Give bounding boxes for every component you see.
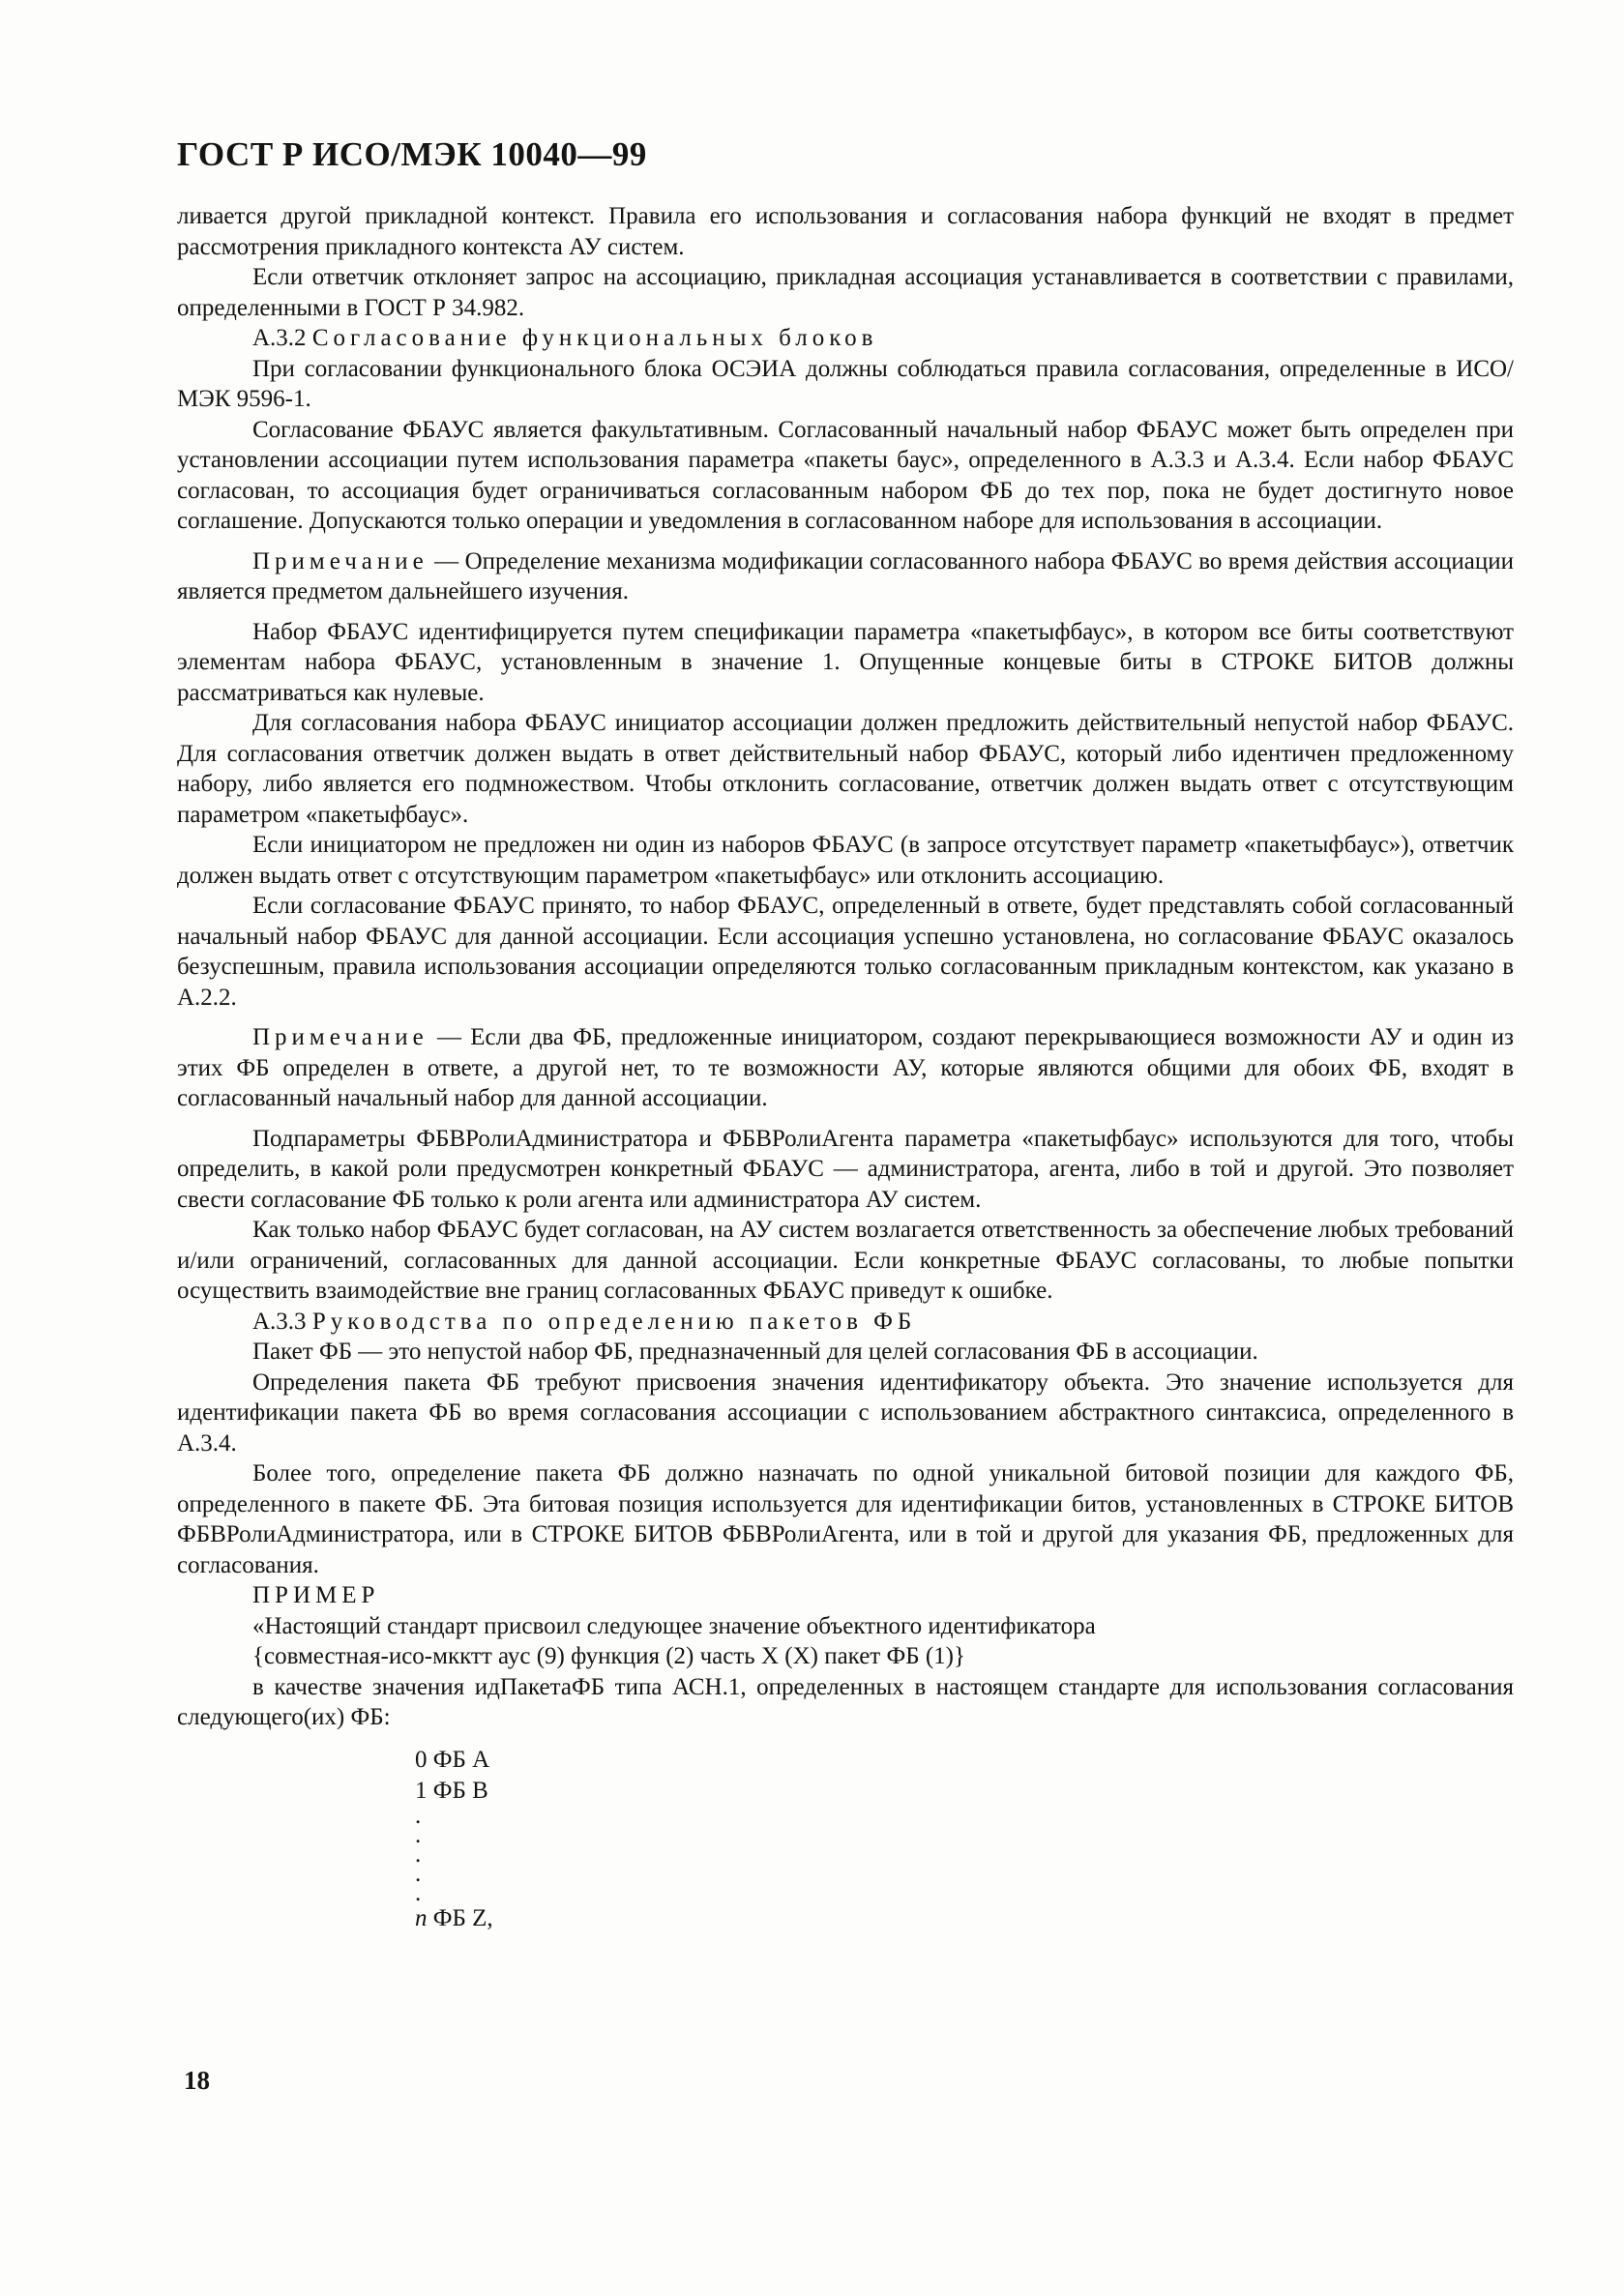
section-number: А.3.3 bbox=[252, 1308, 307, 1335]
list-item-last bbox=[415, 1903, 1514, 1934]
section-title: Руководства по определению пакетов ФБ bbox=[311, 1308, 917, 1335]
paragraph: Если инициатором не предложен ни один из наборов ФБАУС (в запросе отсутствует параметр «пакетыфбаус»), ответчик должен выдать ответ с отсутствующим параметром «пакетыфбаус» или отклонить ассоциацию. bbox=[177, 832, 1514, 889]
note-label: Примечание bbox=[252, 547, 428, 574]
note bbox=[177, 1022, 1514, 1114]
paragraph: Набор ФБАУС идентифицируется путем спецификации параметра «пакетыфбаус», в котором все биты соответствуют элементам набора ФБАУС, установленным в значение 1. Опущенные концевые биты в СТРОКЕ БИТОВ должны рассматриваться как нулевые. bbox=[177, 618, 1514, 706]
section-title: Согласование функциональных блоков bbox=[311, 325, 878, 351]
paragraph: Определения пакета ФБ требуют присвоения значения идентификатору объекта. Это значение используется для идентификации пакета ФБ во время согласования ассоциации с использованием абстрактного синтаксиса, определенного в А.3.4. bbox=[177, 1369, 1514, 1457]
list-ellipsis-dot: . bbox=[415, 1802, 422, 1829]
example-label: ПРИМЕР bbox=[252, 1582, 380, 1608]
note bbox=[177, 546, 1514, 607]
paragraph: Пакет ФБ — это непустой набор ФБ, предназначенный для целей согласования ФБ в ассоциации. bbox=[252, 1339, 1258, 1365]
paragraph: Как только набор ФБАУС будет согласован, на АУ систем возлагается ответственность за обеспечение любых требований и/или ограничений, согласованных для данной ассоциации. Если конкретные ФБАУС согласованы, то любые попытки осуществить взаимодействие вне границ согласованных ФБАУС приведут к ошибке. bbox=[177, 1217, 1514, 1304]
paragraph: Для согласования набора ФБАУС инициатор ассоциации должен предложить действительный непустой набор ФБАУС. Для согласования ответчик должен выдать в ответ действительный набор ФБАУС, который либо идентичен предложенному набору, либо является его подмножеством. Чтобы отклонить согласование, ответчик должен выдать ответ с отсутствующим параметром «пакетыфбаус». bbox=[177, 710, 1514, 828]
paragraph: Более того, определение пакета ФБ должно назначать по одной уникальной битовой позиции для каждого ФБ, определенного в пакете ФБ. Эта битовая позиция используется для идентификации битов, установленных в СТРОКЕ БИТОВ ФБВРолиАдминистратора, или в СТРОКЕ БИТОВ ФБВРолиАгента, или в той и другой для указания ФБ, предложенных для согласования. bbox=[177, 1460, 1514, 1578]
paragraph: При согласовании функционального блока ОСЭИА должны соблюдаться правила согласования, определенные в ИСО/МЭК 9596-1. bbox=[177, 355, 1514, 412]
list-index-n: n bbox=[415, 1904, 428, 1931]
paragraph: Если ответчик отклоняет запрос на ассоциацию, прикладная ассоциация устанавливается в соответствии с правилами, определенными в ГОСТ Р 34.982. bbox=[177, 264, 1514, 321]
page-body bbox=[177, 201, 1514, 1934]
section-heading-a33 bbox=[177, 1307, 1514, 1338]
list-item-text: ФБ Z, bbox=[427, 1904, 493, 1931]
fb-list bbox=[415, 1745, 1514, 1934]
list-ellipsis-dot: . bbox=[415, 1840, 422, 1868]
page-header: ГОСТ Р ИСО/МЭК 10040—99 bbox=[177, 135, 647, 173]
paragraph: Подпараметры ФБВРолиАдминистратора и ФБВРолиАгента параметра «пакетыфбаус» используются для того, чтобы определить, в какой роли предусмотрен конкретный ФБАУС — администратора, агента, либо в той и другой. Это позволяет свести согласование ФБ только к роли агента или администратора АУ систем. bbox=[177, 1125, 1514, 1213]
example-line: в качестве значения идПакетаФБ типа АСН.1, определенных в настоящем стандарте для использования согласования следующего(их) ФБ: bbox=[177, 1673, 1514, 1730]
example-line: «Настоящий стандарт присвоил следующее значение объектного идентификатора bbox=[252, 1612, 1096, 1639]
paragraph: Согласование ФБАУС является факультативным. Согласованный начальный набор ФБАУС может быть определен при установлении ассоциации путем использования параметра «пакеты баус», определенного в А.3.3 и А.3.4. Если набор ФБАУС согласован, то ассоциация будет ограничиваться согласованным набором ФБ до тех пор, пока не будет достигнуто новое соглашение. Допускаются только операции и уведомления в согласованном наборе для использования в ассоциации. bbox=[177, 416, 1514, 534]
paragraph: Если согласование ФБАУС принято, то набор ФБАУС, определенный в ответе, будет представлять собой согласованный начальный набор ФБАУС для данной ассоциации. Если ассоциация успешно установлена, но согласование ФБАУС оказалось безуспешным, правила использования ассоциации определяются только согласованным прикладным контекстом, как указано в А.2.2. bbox=[177, 893, 1514, 1011]
example-line: {совместная-исо-мкктт аус (9) функция (2) часть X (X) пакет ФБ (1)} bbox=[252, 1643, 965, 1669]
list-item: 1 ФБ B bbox=[415, 1777, 488, 1804]
note-text: — Если два ФБ, предложенные инициатором, создают перекрывающиеся возможности АУ и один из этих ФБ определен в ответе, а другой нет, то те возможности АУ, которые являются общими для обоих ФБ, входят в согласованный начальный набор для данной ассоциации. bbox=[177, 1024, 1514, 1111]
note-text: — Определение механизма модификации согласованного набора ФБАУС во время действия ассоциации является предметом дальнейшего изучения. bbox=[177, 547, 1514, 604]
list-item: 0 ФБ A bbox=[415, 1746, 490, 1773]
list-ellipsis-dot: . bbox=[415, 1821, 422, 1848]
list-ellipsis-dot: . bbox=[415, 1860, 422, 1887]
note-label: Примечание bbox=[252, 1024, 428, 1050]
paragraph: ливается другой прикладной контекст. Правила его использования и согласования набора функций не входят в предмет рассмотрения прикладного контекста АУ систем. bbox=[177, 203, 1514, 260]
section-number: А.3.2 bbox=[252, 325, 307, 351]
page-number: 18 bbox=[184, 2066, 210, 2095]
list-ellipsis-dot: . bbox=[415, 1879, 422, 1906]
section-heading-a32 bbox=[177, 323, 1514, 354]
